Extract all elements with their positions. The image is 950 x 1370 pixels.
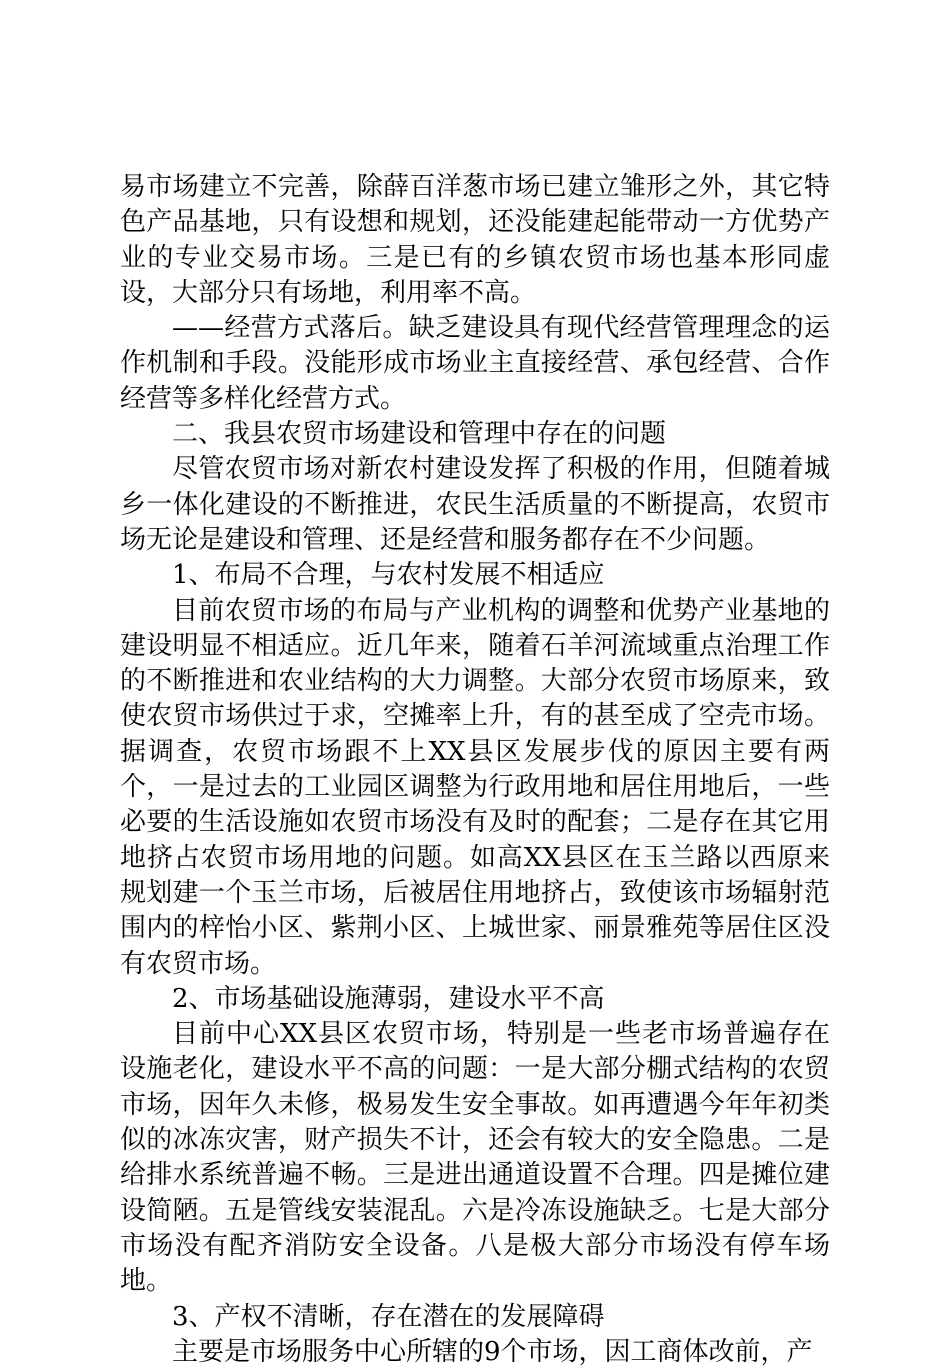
document-page xyxy=(120,170,830,1370)
paragraph-problems-intro: 尽管农贸市场对新农村建设发挥了积极的作用，但随着城乡一体化建设的不断推进，农民生活质量的不断提高，农贸市场无论是建设和管理、还是经营和服务都存在不少问题。 xyxy=(120,454,830,555)
paragraph-infrastructure: 目前中心XX县区农贸市场，特别是一些老市场普遍存在设施老化，建设水平不高的问题：一是大部分棚式结构的农贸市场，因年久未修，极易发生安全事故。如再遭遇今年年初类似的冰冻灾害，财产损失不计，还会有较大的安全隐患。二是给排水系统普遍不畅。三是进出通道设置不合理。四是摊位建设简陋。五是管线安装混乱。六是冷冻设施缺乏。七是大部分市场没有配齐消防安全设备。八是极大部分市场没有停车场地。 xyxy=(120,1019,830,1297)
paragraph-business-model: ——经营方式落后。缺乏建设具有现代经营管理理念的运作机制和手段。没能形成市场业主直接经营、承包经营、合作经营等多样化经营方式。 xyxy=(120,313,830,414)
subheading-property-rights: 3、产权不清晰，存在潜在的发展障碍 xyxy=(172,1301,605,1332)
paragraph-property-rights: 主要是市场服务中心所辖的9个市场，因工商体改前，产 xyxy=(172,1336,813,1367)
section-heading-problems: 二、我县农贸市场建设和管理中存在的问题 xyxy=(172,419,667,450)
paragraph-continuation: 易市场建立不完善，除薛百洋葱市场已建立雏形之外，其它特色产品基地，只有设想和规划，还没能建起能带动一方优势产业的专业交易市场。三是已有的乡镇农贸市场也基本形同虚设，大部分只有场地，利用率不高。 xyxy=(120,172,830,308)
subheading-infrastructure: 2、市场基础设施薄弱，建设水平不高 xyxy=(172,983,605,1014)
subheading-layout: 1、布局不合理，与农村发展不相适应 xyxy=(172,560,605,591)
paragraph-layout: 目前农贸市场的布局与产业机构的调整和优势产业基地的建设明显不相适应。近几年来，随着石羊河流域重点治理工作的不断推进和农业结构的大力调整。大部分农贸市场原来，致使农贸市场供过于求，空摊率上升，有的甚至成了空壳市场。据调查，农贸市场跟不上XX县区发展步伐的原因主要有两个，一是过去的工业园区调整为行政用地和居住用地后，一些必要的生活设施如农贸市场没有及时的配套；二是存在其它用地挤占农贸市场用地的问题。如高XX县区在玉兰路以西原来规划建一个玉兰市场，后被居住用地挤占，致使该市场辐射范围内的梓怡小区、紫荆小区、上城世家、丽景雅苑等居住区没有农贸市场。 xyxy=(120,595,830,979)
